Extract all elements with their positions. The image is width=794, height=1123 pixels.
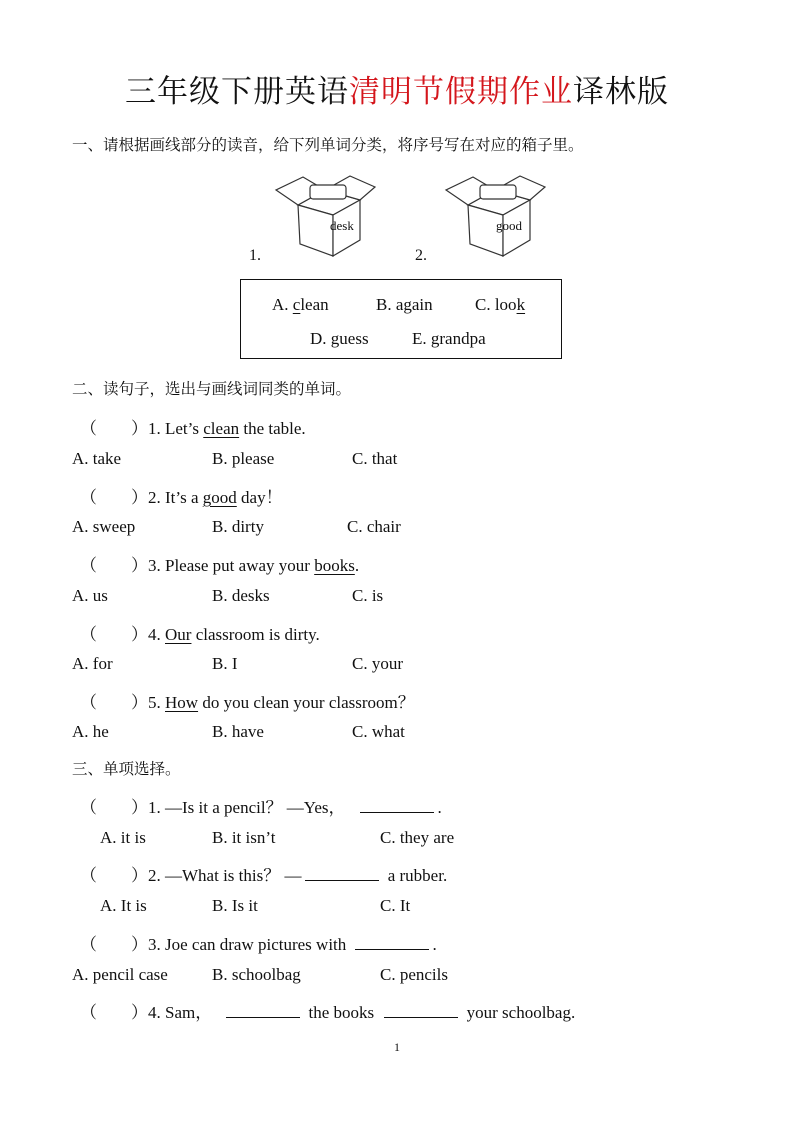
title-suffix: 译林版 — [573, 74, 669, 110]
s3-q3-b: B. schoolbag — [212, 965, 301, 984]
s3-q2-b: B. Is it — [212, 896, 258, 915]
s3-q2-c: C. It — [380, 896, 411, 915]
section2-heading: 二、读句子，选出与画线词同类的单词。 — [72, 380, 352, 398]
s3-q1-c: C. they are — [380, 828, 455, 847]
s2-q3-c: C. is — [352, 586, 384, 605]
box1-word: desk — [330, 218, 354, 233]
box1-number: 1. — [249, 247, 261, 264]
s2-q5: （ ）5. How do you clean your classroom？ — [80, 693, 415, 712]
s2-q4-b: B. I — [212, 654, 238, 673]
s2-q4: （ ）4. Our classroom is dirty. — [80, 625, 320, 644]
section3-heading: 三、单项选择。 — [72, 760, 181, 778]
page-number: 1 — [394, 1040, 400, 1054]
option-b: B. again — [376, 295, 433, 314]
s3-q3-a: A. pencil case — [72, 965, 168, 984]
s2-q4-c: C. your — [352, 654, 403, 673]
option-c: C. look — [475, 295, 526, 314]
options-box — [240, 279, 562, 359]
box2-number: 2. — [415, 247, 427, 264]
title-red: 清明节假期作业 — [349, 74, 573, 110]
s2-q1: （ ）1. Let’s clean the table. — [80, 419, 306, 438]
s2-q3: （ ）3. Please put away your books. — [80, 556, 360, 575]
option-d: D. guess — [310, 329, 369, 348]
s2-q2-a: A. sweep — [72, 517, 136, 536]
section1-heading: 一、请根据画线部分的读音，给下列单词分类，将序号写在对应的箱子里。 — [72, 136, 584, 154]
option-e: E. grandpa — [412, 329, 486, 348]
s2-q3-a: A. us — [72, 586, 108, 605]
s3-q1-b: B. it isn’t — [212, 828, 276, 847]
s3-q2: （ ）2. —What is this？ — a rubber. — [80, 866, 448, 885]
s3-q2-a: A. It is — [100, 896, 147, 915]
s3-q1: （ ）1. —Is it a pencil？ —Yes， . — [80, 798, 442, 817]
box2-word: good — [496, 218, 522, 233]
s2-q3-b: B. desks — [212, 586, 270, 605]
option-a: A. clean — [272, 295, 329, 314]
s3-q3-c: C. pencils — [380, 965, 448, 984]
s2-q1-a: A. take — [72, 449, 122, 468]
s2-q5-c: C. what — [352, 722, 405, 741]
s2-q2: （ ）2. It’s a good day！ — [80, 488, 283, 507]
s2-q5-b: B. have — [212, 722, 264, 741]
s3-q3: （ ）3. Joe can draw pictures with . — [80, 935, 437, 954]
s2-q2-c: C. chair — [347, 517, 401, 536]
s2-q2-b: B. dirty — [212, 517, 264, 536]
s2-q1-c: C. that — [352, 449, 398, 468]
box-icon-good — [440, 170, 550, 260]
s2-q5-a: A. he — [72, 722, 109, 741]
page-title — [0, 66, 794, 111]
s3-q1-a: A. it is — [100, 828, 146, 847]
s2-q1-b: B. please — [212, 449, 275, 468]
s2-q4-a: A. for — [72, 654, 113, 673]
title-black: 三年级下册英语 — [125, 74, 349, 110]
s3-q4: （ ）4. Sam， the books your schoolbag. — [80, 1003, 576, 1022]
box-icon-desk — [270, 170, 380, 260]
